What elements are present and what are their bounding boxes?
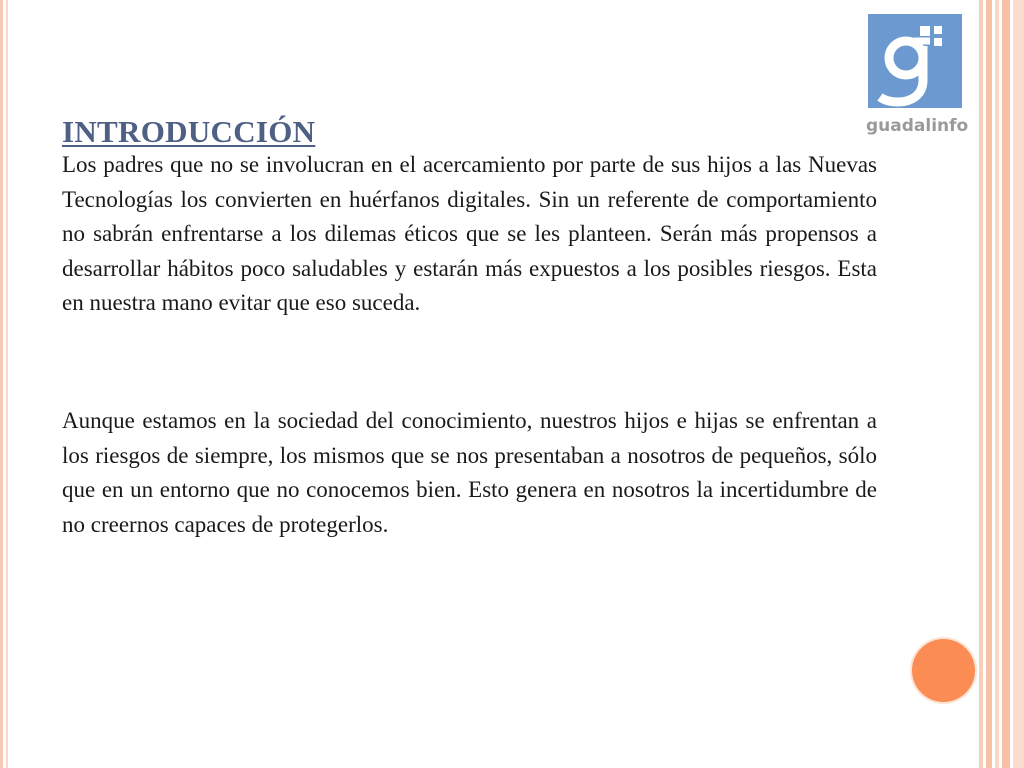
left-border-line-inner <box>6 0 8 768</box>
guadalinfo-logo <box>866 14 969 142</box>
logo-wordmark: guadalinfo <box>866 116 969 136</box>
right-stripe <box>979 0 983 768</box>
left-border-line <box>0 0 3 768</box>
right-stripe <box>995 0 999 768</box>
slide-title: INTRODUCCIÓN <box>62 114 316 149</box>
right-stripe <box>1002 0 1010 768</box>
right-stripe <box>986 0 992 768</box>
body-paragraph: Aunque estamos en la sociedad del conocimiento, nuestros hijos e hijas se enfrentan a los riesgos de siempre, los mismos que se nos presentaban a nosotros de pequeños, sólo que en un entorno que no conocemos bien. Esto genera en nosotros la incertidumbre de no creernos capaces de protegerlos. <box>62 408 877 537</box>
guadalinfo-g-icon <box>868 14 962 108</box>
body-paragraph: Los padres que no se involucran en el acercamiento por parte de sus hijos a las Nuevas Tecnologías los convierten en huérfanos digitales. Sin un referente de comportamiento no sabrán enfrentarse a los dilemas éticos que se les planteen. Serán más propensos a desarrollar hábitos poco saludables y estarán más expuestos a los posibles riesgos. Esta en nuestra mano evitar que eso suceda. <box>62 152 877 315</box>
right-stripe <box>1013 0 1024 768</box>
accent-circle <box>912 639 975 702</box>
